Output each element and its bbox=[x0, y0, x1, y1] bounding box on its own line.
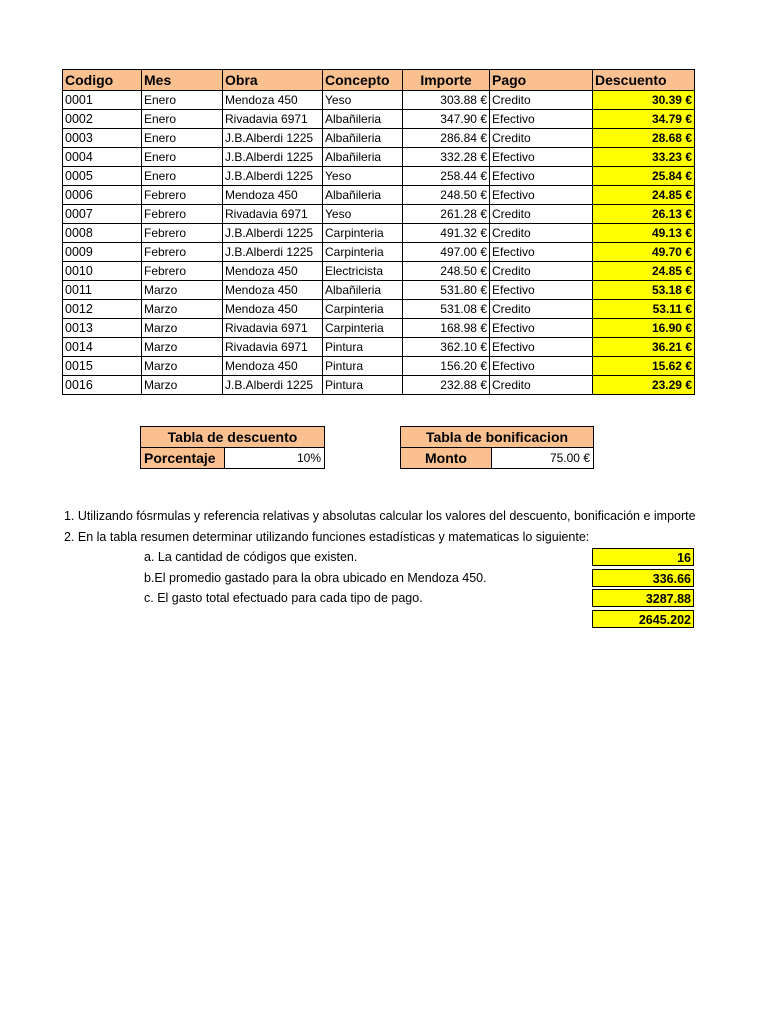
table-row bbox=[63, 243, 695, 262]
instruction-item-c: c. El gasto total efectuado para cada tipo de pago. bbox=[144, 591, 423, 605]
cell-obra[interactable]: J.B.Alberdi 1225 bbox=[223, 224, 323, 243]
cell-pago[interactable]: Credito bbox=[490, 129, 593, 148]
cell-obra[interactable]: Mendoza 450 bbox=[223, 281, 323, 300]
cell-mes[interactable]: Marzo bbox=[142, 357, 223, 376]
cell-importe[interactable]: 362.10 € bbox=[403, 338, 490, 357]
cell-mes[interactable]: Marzo bbox=[142, 338, 223, 357]
cell-mes[interactable]: Marzo bbox=[142, 300, 223, 319]
cell-importe[interactable]: 491.32 € bbox=[403, 224, 490, 243]
cell-importe[interactable]: 497.00 € bbox=[403, 243, 490, 262]
cell-descuento[interactable]: 30.39 € bbox=[593, 91, 695, 110]
cell-pago[interactable]: Efectivo bbox=[490, 338, 593, 357]
cell-obra[interactable]: Mendoza 450 bbox=[223, 300, 323, 319]
cell-concepto[interactable]: Carpinteria bbox=[323, 300, 403, 319]
cell-descuento[interactable]: 34.79 € bbox=[593, 110, 695, 129]
cell-descuento[interactable]: 33.23 € bbox=[593, 148, 695, 167]
header-concepto[interactable]: Concepto bbox=[323, 70, 403, 91]
cell-importe[interactable]: 332.28 € bbox=[403, 148, 490, 167]
cell-descuento[interactable]: 24.85 € bbox=[593, 262, 695, 281]
cell-concepto[interactable]: Electricista bbox=[323, 262, 403, 281]
cell-pago[interactable]: Efectivo bbox=[490, 110, 593, 129]
cell-concepto[interactable]: Albañileria bbox=[323, 281, 403, 300]
table-row bbox=[63, 167, 695, 186]
header-pago[interactable]: Pago bbox=[490, 70, 593, 91]
cell-descuento[interactable]: 25.84 € bbox=[593, 167, 695, 186]
table-row bbox=[63, 319, 695, 338]
bonificacion-table bbox=[400, 426, 594, 469]
cell-concepto[interactable]: Albañileria bbox=[323, 186, 403, 205]
cell-importe[interactable]: 156.20 € bbox=[403, 357, 490, 376]
cell-obra[interactable]: Mendoza 450 bbox=[223, 91, 323, 110]
cell-codigo[interactable]: 0009 bbox=[63, 243, 142, 262]
cell-concepto[interactable]: Carpinteria bbox=[323, 319, 403, 338]
header-codigo[interactable]: Codigo bbox=[63, 70, 142, 91]
cell-concepto[interactable]: Carpinteria bbox=[323, 224, 403, 243]
table-row bbox=[63, 262, 695, 281]
table-row bbox=[63, 224, 695, 243]
table-row bbox=[63, 110, 695, 129]
cell-codigo[interactable]: 0002 bbox=[63, 110, 142, 129]
cell-concepto[interactable]: Yeso bbox=[323, 167, 403, 186]
instruction-item-b: b.El promedio gastado para la obra ubicado en Mendoza 450. bbox=[144, 571, 487, 585]
cell-concepto[interactable]: Albañileria bbox=[323, 129, 403, 148]
cell-obra[interactable]: J.B.Alberdi 1225 bbox=[223, 167, 323, 186]
cell-mes[interactable]: Febrero bbox=[142, 186, 223, 205]
porcentaje-label: Porcentaje bbox=[141, 448, 225, 469]
cell-descuento[interactable]: 36.21 € bbox=[593, 338, 695, 357]
cell-importe[interactable]: 168.98 € bbox=[403, 319, 490, 338]
table-row bbox=[63, 186, 695, 205]
header-obra[interactable]: Obra bbox=[223, 70, 323, 91]
cell-pago[interactable]: Credito bbox=[490, 262, 593, 281]
cell-pago[interactable]: Efectivo bbox=[490, 167, 593, 186]
answer-total-pago-2[interactable]: 2645.202 bbox=[592, 610, 694, 628]
cell-concepto[interactable]: Pintura bbox=[323, 338, 403, 357]
cell-mes[interactable]: Febrero bbox=[142, 243, 223, 262]
table-row bbox=[63, 338, 695, 357]
cell-mes[interactable]: Marzo bbox=[142, 376, 223, 395]
cell-codigo[interactable]: 0007 bbox=[63, 205, 142, 224]
cell-codigo[interactable]: 0005 bbox=[63, 167, 142, 186]
cell-codigo[interactable]: 0011 bbox=[63, 281, 142, 300]
cell-codigo[interactable]: 0008 bbox=[63, 224, 142, 243]
table-row bbox=[63, 300, 695, 319]
cell-obra[interactable]: Rivadavia 6971 bbox=[223, 110, 323, 129]
cell-mes[interactable]: Enero bbox=[142, 91, 223, 110]
answer-total-pago-1[interactable]: 3287.88 bbox=[592, 589, 694, 607]
cell-codigo[interactable]: 0003 bbox=[63, 129, 142, 148]
data-table bbox=[62, 69, 695, 395]
cell-codigo[interactable]: 0014 bbox=[63, 338, 142, 357]
cell-concepto[interactable]: Carpinteria bbox=[323, 243, 403, 262]
cell-obra[interactable]: Mendoza 450 bbox=[223, 357, 323, 376]
cell-obra[interactable]: J.B.Alberdi 1225 bbox=[223, 243, 323, 262]
header-descuento[interactable]: Descuento bbox=[593, 70, 695, 91]
cell-pago[interactable]: Efectivo bbox=[490, 357, 593, 376]
cell-concepto[interactable]: Albañileria bbox=[323, 148, 403, 167]
cell-obra[interactable]: Rivadavia 6971 bbox=[223, 338, 323, 357]
cell-concepto[interactable]: Albañileria bbox=[323, 110, 403, 129]
cell-pago[interactable]: Credito bbox=[490, 205, 593, 224]
cell-importe[interactable]: 286.84 € bbox=[403, 129, 490, 148]
cell-importe[interactable]: 248.50 € bbox=[403, 186, 490, 205]
cell-descuento[interactable]: 28.68 € bbox=[593, 129, 695, 148]
instruction-1: 1. Utilizando fósrmulas y referencia relativas y absolutas calcular los valores del descuento, bonificación e importe bbox=[64, 509, 696, 523]
table-row bbox=[63, 129, 695, 148]
instruction-item-a: a. La cantidad de códigos que existen. bbox=[144, 550, 358, 564]
table-row bbox=[63, 148, 695, 167]
cell-mes[interactable]: Febrero bbox=[142, 224, 223, 243]
cell-codigo[interactable]: 0016 bbox=[63, 376, 142, 395]
cell-concepto[interactable]: Pintura bbox=[323, 357, 403, 376]
porcentaje-cell[interactable]: 10% bbox=[225, 448, 325, 469]
cell-mes[interactable]: Enero bbox=[142, 110, 223, 129]
table-row bbox=[63, 205, 695, 224]
cell-mes[interactable]: Enero bbox=[142, 129, 223, 148]
cell-mes[interactable]: Enero bbox=[142, 167, 223, 186]
cell-mes[interactable]: Marzo bbox=[142, 281, 223, 300]
cell-importe[interactable]: 531.80 € bbox=[403, 281, 490, 300]
cell-pago[interactable]: Efectivo bbox=[490, 148, 593, 167]
cell-obra[interactable]: J.B.Alberdi 1225 bbox=[223, 148, 323, 167]
table-row bbox=[63, 91, 695, 110]
cell-pago[interactable]: Efectivo bbox=[490, 186, 593, 205]
cell-descuento[interactable]: 53.11 € bbox=[593, 300, 695, 319]
header-importe[interactable]: Importe bbox=[403, 70, 490, 91]
cell-obra[interactable]: J.B.Alberdi 1225 bbox=[223, 376, 323, 395]
cell-codigo[interactable]: 0006 bbox=[63, 186, 142, 205]
cell-importe[interactable]: 248.50 € bbox=[403, 262, 490, 281]
cell-pago[interactable]: Efectivo bbox=[490, 281, 593, 300]
cell-codigo[interactable]: 0012 bbox=[63, 300, 142, 319]
cell-pago[interactable]: Credito bbox=[490, 300, 593, 319]
cell-descuento[interactable]: 26.13 € bbox=[593, 205, 695, 224]
cell-concepto[interactable]: Yeso bbox=[323, 91, 403, 110]
cell-codigo[interactable]: 0010 bbox=[63, 262, 142, 281]
cell-obra[interactable]: Mendoza 450 bbox=[223, 186, 323, 205]
cell-importe[interactable]: 531.08 € bbox=[403, 300, 490, 319]
cell-descuento[interactable]: 16.90 € bbox=[593, 319, 695, 338]
cell-pago[interactable]: Efectivo bbox=[490, 243, 593, 262]
table-row bbox=[63, 281, 695, 300]
cell-pago[interactable]: Credito bbox=[490, 224, 593, 243]
cell-descuento[interactable]: 23.29 € bbox=[593, 376, 695, 395]
cell-importe[interactable]: 232.88 € bbox=[403, 376, 490, 395]
cell-codigo[interactable]: 0004 bbox=[63, 148, 142, 167]
cell-descuento[interactable]: 49.13 € bbox=[593, 224, 695, 243]
descuento-table bbox=[140, 426, 325, 469]
cell-descuento[interactable]: 15.62 € bbox=[593, 357, 695, 376]
cell-pago[interactable]: Credito bbox=[490, 91, 593, 110]
table-row bbox=[63, 357, 695, 376]
header-row bbox=[63, 70, 695, 91]
cell-obra[interactable]: Rivadavia 6971 bbox=[223, 205, 323, 224]
table-row bbox=[63, 376, 695, 395]
cell-obra[interactable]: J.B.Alberdi 1225 bbox=[223, 129, 323, 148]
cell-importe[interactable]: 261.28 € bbox=[403, 205, 490, 224]
answer-promedio-mendoza[interactable]: 336.66 bbox=[592, 569, 694, 587]
cell-pago[interactable]: Credito bbox=[490, 376, 593, 395]
monto-label: Monto bbox=[401, 448, 492, 469]
cell-importe[interactable]: 303.88 € bbox=[403, 91, 490, 110]
cell-mes[interactable]: Marzo bbox=[142, 319, 223, 338]
monto-cell[interactable]: 75.00 € bbox=[492, 448, 594, 469]
cell-mes[interactable]: Febrero bbox=[142, 262, 223, 281]
cell-mes[interactable]: Febrero bbox=[142, 205, 223, 224]
descuento-table-title: Tabla de descuento bbox=[141, 427, 325, 448]
cell-codigo[interactable]: 0001 bbox=[63, 91, 142, 110]
cell-descuento[interactable]: 53.18 € bbox=[593, 281, 695, 300]
cell-concepto[interactable]: Yeso bbox=[323, 205, 403, 224]
header-mes[interactable]: Mes bbox=[142, 70, 223, 91]
cell-mes[interactable]: Enero bbox=[142, 148, 223, 167]
instruction-2: 2. En la tabla resumen determinar utilizando funciones estadísticas y matematicas lo siguiente: bbox=[64, 530, 590, 544]
cell-importe[interactable]: 258.44 € bbox=[403, 167, 490, 186]
cell-importe[interactable]: 347.90 € bbox=[403, 110, 490, 129]
cell-codigo[interactable]: 0015 bbox=[63, 357, 142, 376]
cell-obra[interactable]: Mendoza 450 bbox=[223, 262, 323, 281]
cell-descuento[interactable]: 24.85 € bbox=[593, 186, 695, 205]
cell-codigo[interactable]: 0013 bbox=[63, 319, 142, 338]
cell-obra[interactable]: Rivadavia 6971 bbox=[223, 319, 323, 338]
cell-pago[interactable]: Efectivo bbox=[490, 319, 593, 338]
cell-descuento[interactable]: 49.70 € bbox=[593, 243, 695, 262]
answer-cantidad-codigos[interactable]: 16 bbox=[592, 548, 694, 566]
bonificacion-table-title: Tabla de bonificacion bbox=[401, 427, 594, 448]
cell-concepto[interactable]: Pintura bbox=[323, 376, 403, 395]
